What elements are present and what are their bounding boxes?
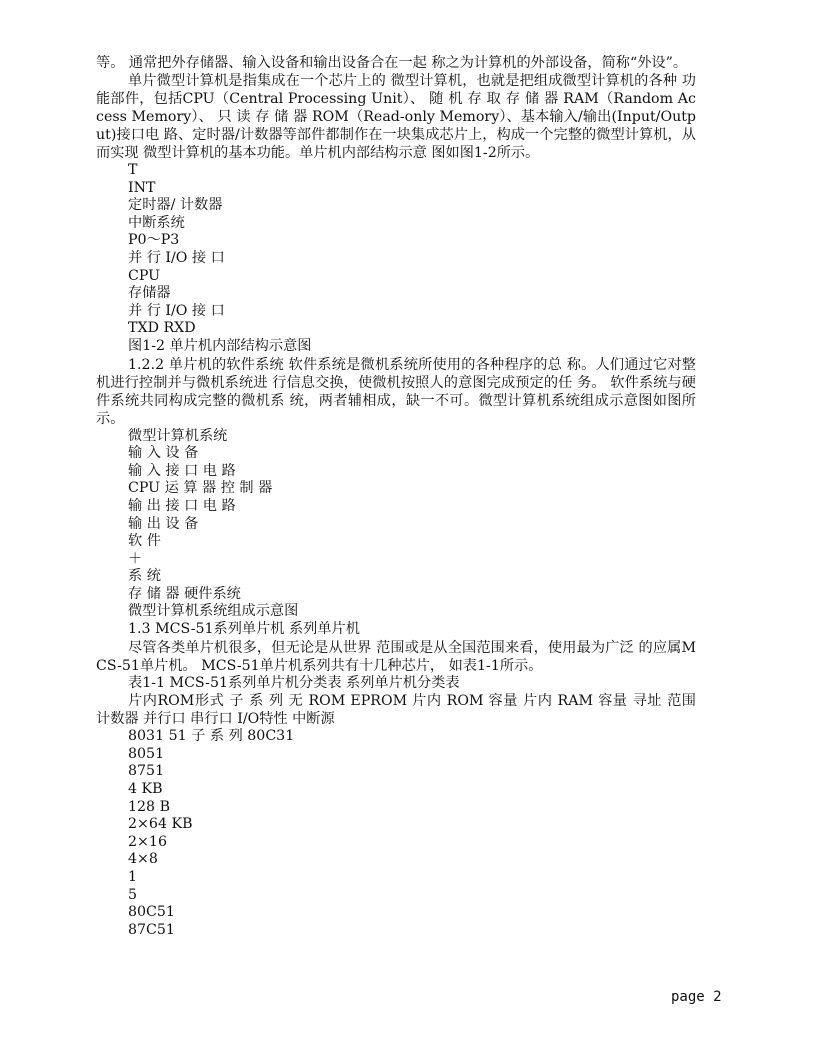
figure-label: 输 出 接 口 电 路 — [128, 497, 236, 514]
figure-microcomputer-system — [96, 428, 696, 639]
figure-label: ＋ — [128, 550, 143, 567]
table-cell: 128 B — [128, 798, 171, 815]
table-cell: 4 KB — [128, 781, 163, 798]
table-cell: 1 — [128, 869, 138, 885]
page-number: page 2 — [671, 989, 722, 1005]
table-cell: 2×16 — [128, 833, 167, 850]
figure-label: 系 统 — [128, 568, 161, 585]
figure-label: 中断系统 — [128, 214, 185, 231]
figure-label: 输 入 设 备 — [128, 445, 199, 462]
figure-label: 定时器/ 计数器 — [128, 197, 223, 214]
table-cell: 4×8 — [128, 851, 158, 868]
figure-label: 并 行 I/O 接 口 — [128, 249, 225, 266]
section-heading: 1.3 MCS-51系列单片机 系列单片机 — [128, 621, 360, 638]
table-body — [96, 728, 696, 939]
table-cell: 2×64 KB — [128, 816, 193, 833]
table-cell: 8031 51 子 系 列 80C31 — [128, 728, 295, 745]
table-cell: 8751 — [128, 763, 165, 780]
figure-label: 输 出 设 备 — [128, 515, 199, 532]
paragraph-peripherals: 等。 通常把外存储器、输入设备和输出设备合在一起 称之为计算机的外部设备，简称“外设”。 — [96, 55, 688, 71]
figure-mcu-structure — [96, 162, 696, 356]
figure-label: 微型计算机系统 — [128, 427, 228, 444]
table-cell: 87C51 — [128, 921, 175, 938]
figure-label: 存 储 器 硬件系统 — [128, 585, 241, 602]
figure-caption: 图1-2 单片机内部结构示意图 — [128, 337, 312, 354]
paragraph-mcu-definition: 单片微型计算机是指集成在一个芯片上的 微型计算机，也就是把组成微型计算机的各种 功能部件，包括CPU（Central Processing Unit）、 随 机 存 取 存 储 器 RAM（Random Access Memory）、 只 读 存 储 器 ROM（Read-only Memory）、基本输入/输出(Input/Output)接口电 路、定时器/计数器等部件都制作在一块集成芯片上，构成一个完整的微型计算机，从而实现 微型计算机的基本功能。单片机内部结构示意 图如图1-2所示。 — [96, 73, 696, 161]
paragraph-mcs51: 尽管各类单片机很多，但无论是从世界 范围或是从全国范围来看，使用最为广泛 的应属MCS-51单片机。 MCS-51单片机系列共有十几种芯片， 如表1-1所示。 — [96, 639, 696, 674]
document-body — [96, 54, 696, 939]
figure-label: 存储器 — [128, 285, 171, 302]
figure-label: CPU 运 算 器 控 制 器 — [128, 480, 273, 497]
figure-label: 软 件 — [128, 533, 161, 550]
figure-label: CPU — [128, 267, 161, 284]
table-cell: 8051 — [128, 745, 165, 762]
table-cell: 5 — [128, 886, 138, 903]
figure-label: TXD RXD — [128, 320, 196, 337]
figure-label: 输 入 接 口 电 路 — [128, 462, 236, 479]
table-cell: 80C51 — [128, 904, 175, 921]
table-header: 片内ROM形式 子 系 列 无 ROM EPROM 片内 ROM 容量 片内 RAM 容量 寻址 范围 计数器 并行口 串行口 I/O特性 中断源 — [96, 693, 696, 728]
figure-caption: 微型计算机系统组成示意图 — [128, 603, 299, 620]
table-caption: 表1-1 MCS-51系列单片机分类表 系列单片机分类表 — [128, 674, 460, 691]
figure-label: P0～P3 — [128, 232, 180, 249]
figure-label: T — [128, 162, 138, 178]
paragraph-software-system: 1.2.2 单片机的软件系统 软件系统是微机系统所使用的各种程序的总 称。人们通过它对整机进行控制并与微机系统进 行信息交换，使微机按照人的意图完成预定的任 务。 软件系统与硬件系统共同构成完整的微机系 统，两者辅相成，缺一不可。微型计算机系统组成示意图如图所示。 — [96, 356, 696, 427]
figure-label: INT — [128, 179, 156, 196]
figure-label: 并 行 I/O 接 口 — [128, 302, 225, 319]
